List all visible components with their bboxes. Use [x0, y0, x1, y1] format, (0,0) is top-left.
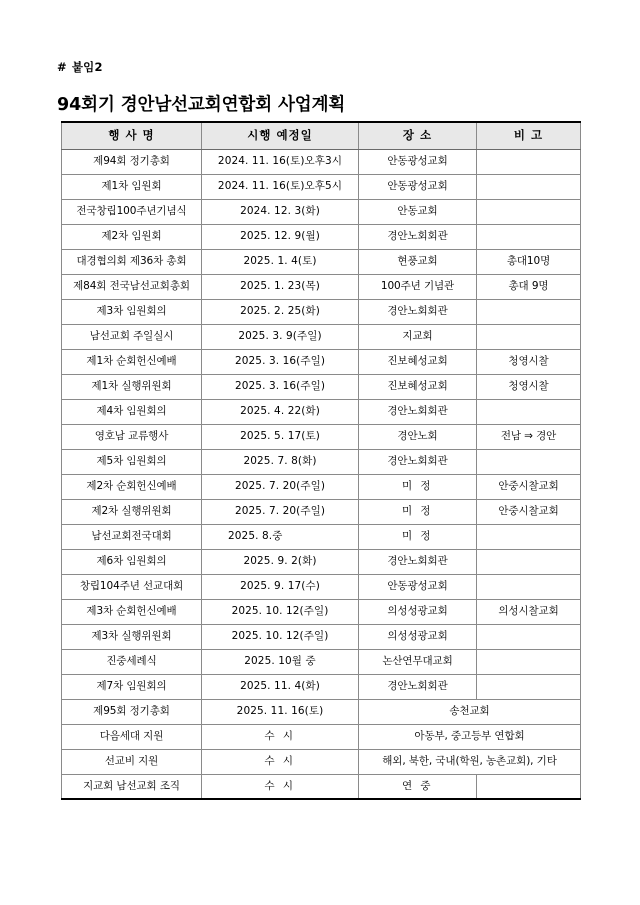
cell-place: 논산연무대교회 — [359, 649, 477, 674]
cell-event: 전국창립100주년기념식 — [62, 199, 202, 224]
cell-remark — [477, 199, 581, 224]
cell-place: 아동부, 중고등부 연합회 — [359, 724, 581, 749]
cell-place: 안동광성교회 — [359, 149, 477, 174]
cell-date: 2025. 3. 9(주일) — [202, 324, 359, 349]
table-row — [62, 174, 581, 199]
table-row — [62, 499, 581, 524]
cell-date: 2025. 1. 4(토) — [202, 249, 359, 274]
cell-place: 연 중 — [359, 774, 477, 799]
cell-event: 제3차 순회헌신예배 — [62, 599, 202, 624]
cell-remark — [477, 224, 581, 249]
table-row — [62, 324, 581, 349]
table-row — [62, 574, 581, 599]
plan-table-container — [61, 121, 580, 800]
column-header-date: 시행 예정일 — [202, 122, 359, 149]
cell-remark — [477, 549, 581, 574]
cell-date: 2025. 5. 17(토) — [202, 424, 359, 449]
cell-date: 2025. 3. 16(주일) — [202, 349, 359, 374]
cell-place: 경안노회회관 — [359, 449, 477, 474]
table-row — [62, 624, 581, 649]
table-row — [62, 674, 581, 699]
cell-event: 대경협의회 제36차 총회 — [62, 249, 202, 274]
cell-remark — [477, 774, 581, 799]
attachment-label — [57, 59, 103, 75]
cell-place: 경안노회회관 — [359, 224, 477, 249]
cell-date: 수 시 — [202, 774, 359, 799]
cell-date: 2025. 11. 4(화) — [202, 674, 359, 699]
cell-place: 안동교회 — [359, 199, 477, 224]
cell-date: 2025. 10. 12(주일) — [202, 624, 359, 649]
cell-event: 진중세례식 — [62, 649, 202, 674]
cell-event: 제3차 임원회의 — [62, 299, 202, 324]
cell-place: 현풍교회 — [359, 249, 477, 274]
table-row — [62, 724, 581, 749]
cell-event: 제1차 임원회 — [62, 174, 202, 199]
table-row — [62, 249, 581, 274]
table-row — [62, 424, 581, 449]
table-row — [62, 474, 581, 499]
table-row — [62, 299, 581, 324]
cell-place: 경안노회회관 — [359, 299, 477, 324]
cell-remark: 안중시찰교회 — [477, 474, 581, 499]
cell-remark — [477, 624, 581, 649]
cell-remark — [477, 674, 581, 699]
cell-remark — [477, 449, 581, 474]
table-row — [62, 549, 581, 574]
cell-remark: 전남 ⇒ 경안 — [477, 424, 581, 449]
cell-event: 제4차 임원회의 — [62, 399, 202, 424]
table-header-row — [62, 122, 581, 149]
cell-remark — [477, 174, 581, 199]
cell-place: 경안노회회관 — [359, 674, 477, 699]
cell-event: 남선교회 주일실시 — [62, 324, 202, 349]
table-head — [62, 122, 581, 149]
table-body — [62, 149, 581, 799]
cell-date: 2025. 10월 중 — [202, 649, 359, 674]
cell-date: 2025. 10. 12(주일) — [202, 599, 359, 624]
cell-place: 의성성광교회 — [359, 624, 477, 649]
cell-place: 진보혜성교회 — [359, 349, 477, 374]
cell-remark: 청영시찰 — [477, 349, 581, 374]
table-row — [62, 224, 581, 249]
cell-place: 미 정 — [359, 474, 477, 499]
cell-event: 제1차 실행위원회 — [62, 374, 202, 399]
cell-remark — [477, 574, 581, 599]
cell-date: 2024. 11. 16(토)오후3시 — [202, 149, 359, 174]
cell-event: 영호남 교류행사 — [62, 424, 202, 449]
cell-remark — [477, 399, 581, 424]
cell-place: 경안노회 — [359, 424, 477, 449]
table-row — [62, 524, 581, 549]
table-row — [62, 449, 581, 474]
cell-remark — [477, 149, 581, 174]
cell-date: 2025. 3. 16(주일) — [202, 374, 359, 399]
attachment-label-text: 붙임2 — [71, 60, 103, 74]
table-row — [62, 374, 581, 399]
cell-place: 미 정 — [359, 499, 477, 524]
cell-event: 제2차 실행위원회 — [62, 499, 202, 524]
table-row — [62, 274, 581, 299]
cell-date: 2025. 7. 20(주일) — [202, 474, 359, 499]
cell-place: 경안노회회관 — [359, 399, 477, 424]
cell-event: 제2차 순회헌신예배 — [62, 474, 202, 499]
column-header-place: 장 소 — [359, 122, 477, 149]
cell-event: 제5차 임원회의 — [62, 449, 202, 474]
cell-date: 2025. 8.중 — [202, 524, 359, 549]
cell-date: 2025. 11. 16(토) — [202, 699, 359, 724]
cell-place: 100주년 기념관 — [359, 274, 477, 299]
table-row — [62, 199, 581, 224]
table-row — [62, 699, 581, 724]
cell-remark — [477, 324, 581, 349]
cell-date: 2025. 9. 17(수) — [202, 574, 359, 599]
cell-event: 제6차 임원회의 — [62, 549, 202, 574]
cell-date: 2025. 4. 22(화) — [202, 399, 359, 424]
cell-place: 지교회 — [359, 324, 477, 349]
table-row — [62, 149, 581, 174]
page-title: 94회기 경안남선교회연합회 사업계획 — [57, 94, 346, 115]
cell-remark — [477, 649, 581, 674]
cell-place: 의성성광교회 — [359, 599, 477, 624]
cell-date: 2025. 7. 8(화) — [202, 449, 359, 474]
cell-event: 제84회 전국남선교회총회 — [62, 274, 202, 299]
cell-date: 수 시 — [202, 724, 359, 749]
cell-place: 진보혜성교회 — [359, 374, 477, 399]
cell-date: 2024. 12. 3(화) — [202, 199, 359, 224]
cell-event: 제1차 순회헌신예배 — [62, 349, 202, 374]
column-header-event: 행 사 명 — [62, 122, 202, 149]
cell-place: 안동광성교회 — [359, 174, 477, 199]
cell-remark: 의성시찰교회 — [477, 599, 581, 624]
cell-remark — [477, 299, 581, 324]
cell-place: 안동광성교회 — [359, 574, 477, 599]
cell-date: 2025. 9. 2(화) — [202, 549, 359, 574]
cell-remark: 안중시찰교회 — [477, 499, 581, 524]
table-row — [62, 399, 581, 424]
cell-place: 경안노회회관 — [359, 549, 477, 574]
cell-event: 제95회 정기총회 — [62, 699, 202, 724]
cell-date: 2025. 1. 23(목) — [202, 274, 359, 299]
cell-event: 제7차 임원회의 — [62, 674, 202, 699]
cell-event: 지교회 남선교회 조직 — [62, 774, 202, 799]
cell-date: 2024. 11. 16(토)오후5시 — [202, 174, 359, 199]
attachment-marker: # — [57, 60, 67, 74]
cell-event: 제94회 정기총회 — [62, 149, 202, 174]
cell-place: 미 정 — [359, 524, 477, 549]
table-row — [62, 599, 581, 624]
cell-remark: 총대10명 — [477, 249, 581, 274]
cell-date: 2025. 12. 9(월) — [202, 224, 359, 249]
cell-date: 수 시 — [202, 749, 359, 774]
cell-date: 2025. 7. 20(주일) — [202, 499, 359, 524]
cell-remark: 청영시찰 — [477, 374, 581, 399]
plan-table — [61, 121, 581, 800]
cell-event: 창립104주년 선교대회 — [62, 574, 202, 599]
table-row — [62, 774, 581, 799]
cell-event: 남선교회전국대회 — [62, 524, 202, 549]
table-row — [62, 749, 581, 774]
cell-event: 선교비 지원 — [62, 749, 202, 774]
cell-event: 제3차 실행위원회 — [62, 624, 202, 649]
table-row — [62, 649, 581, 674]
table-row — [62, 349, 581, 374]
column-header-remark: 비 고 — [477, 122, 581, 149]
cell-remark — [477, 524, 581, 549]
cell-event: 다음세대 지원 — [62, 724, 202, 749]
cell-remark: 총대 9명 — [477, 274, 581, 299]
cell-place: 송천교회 — [359, 699, 581, 724]
cell-place: 해외, 북한, 국내(학원, 농촌교회), 기타 — [359, 749, 581, 774]
cell-event: 제2차 임원회 — [62, 224, 202, 249]
cell-date: 2025. 2. 25(화) — [202, 299, 359, 324]
